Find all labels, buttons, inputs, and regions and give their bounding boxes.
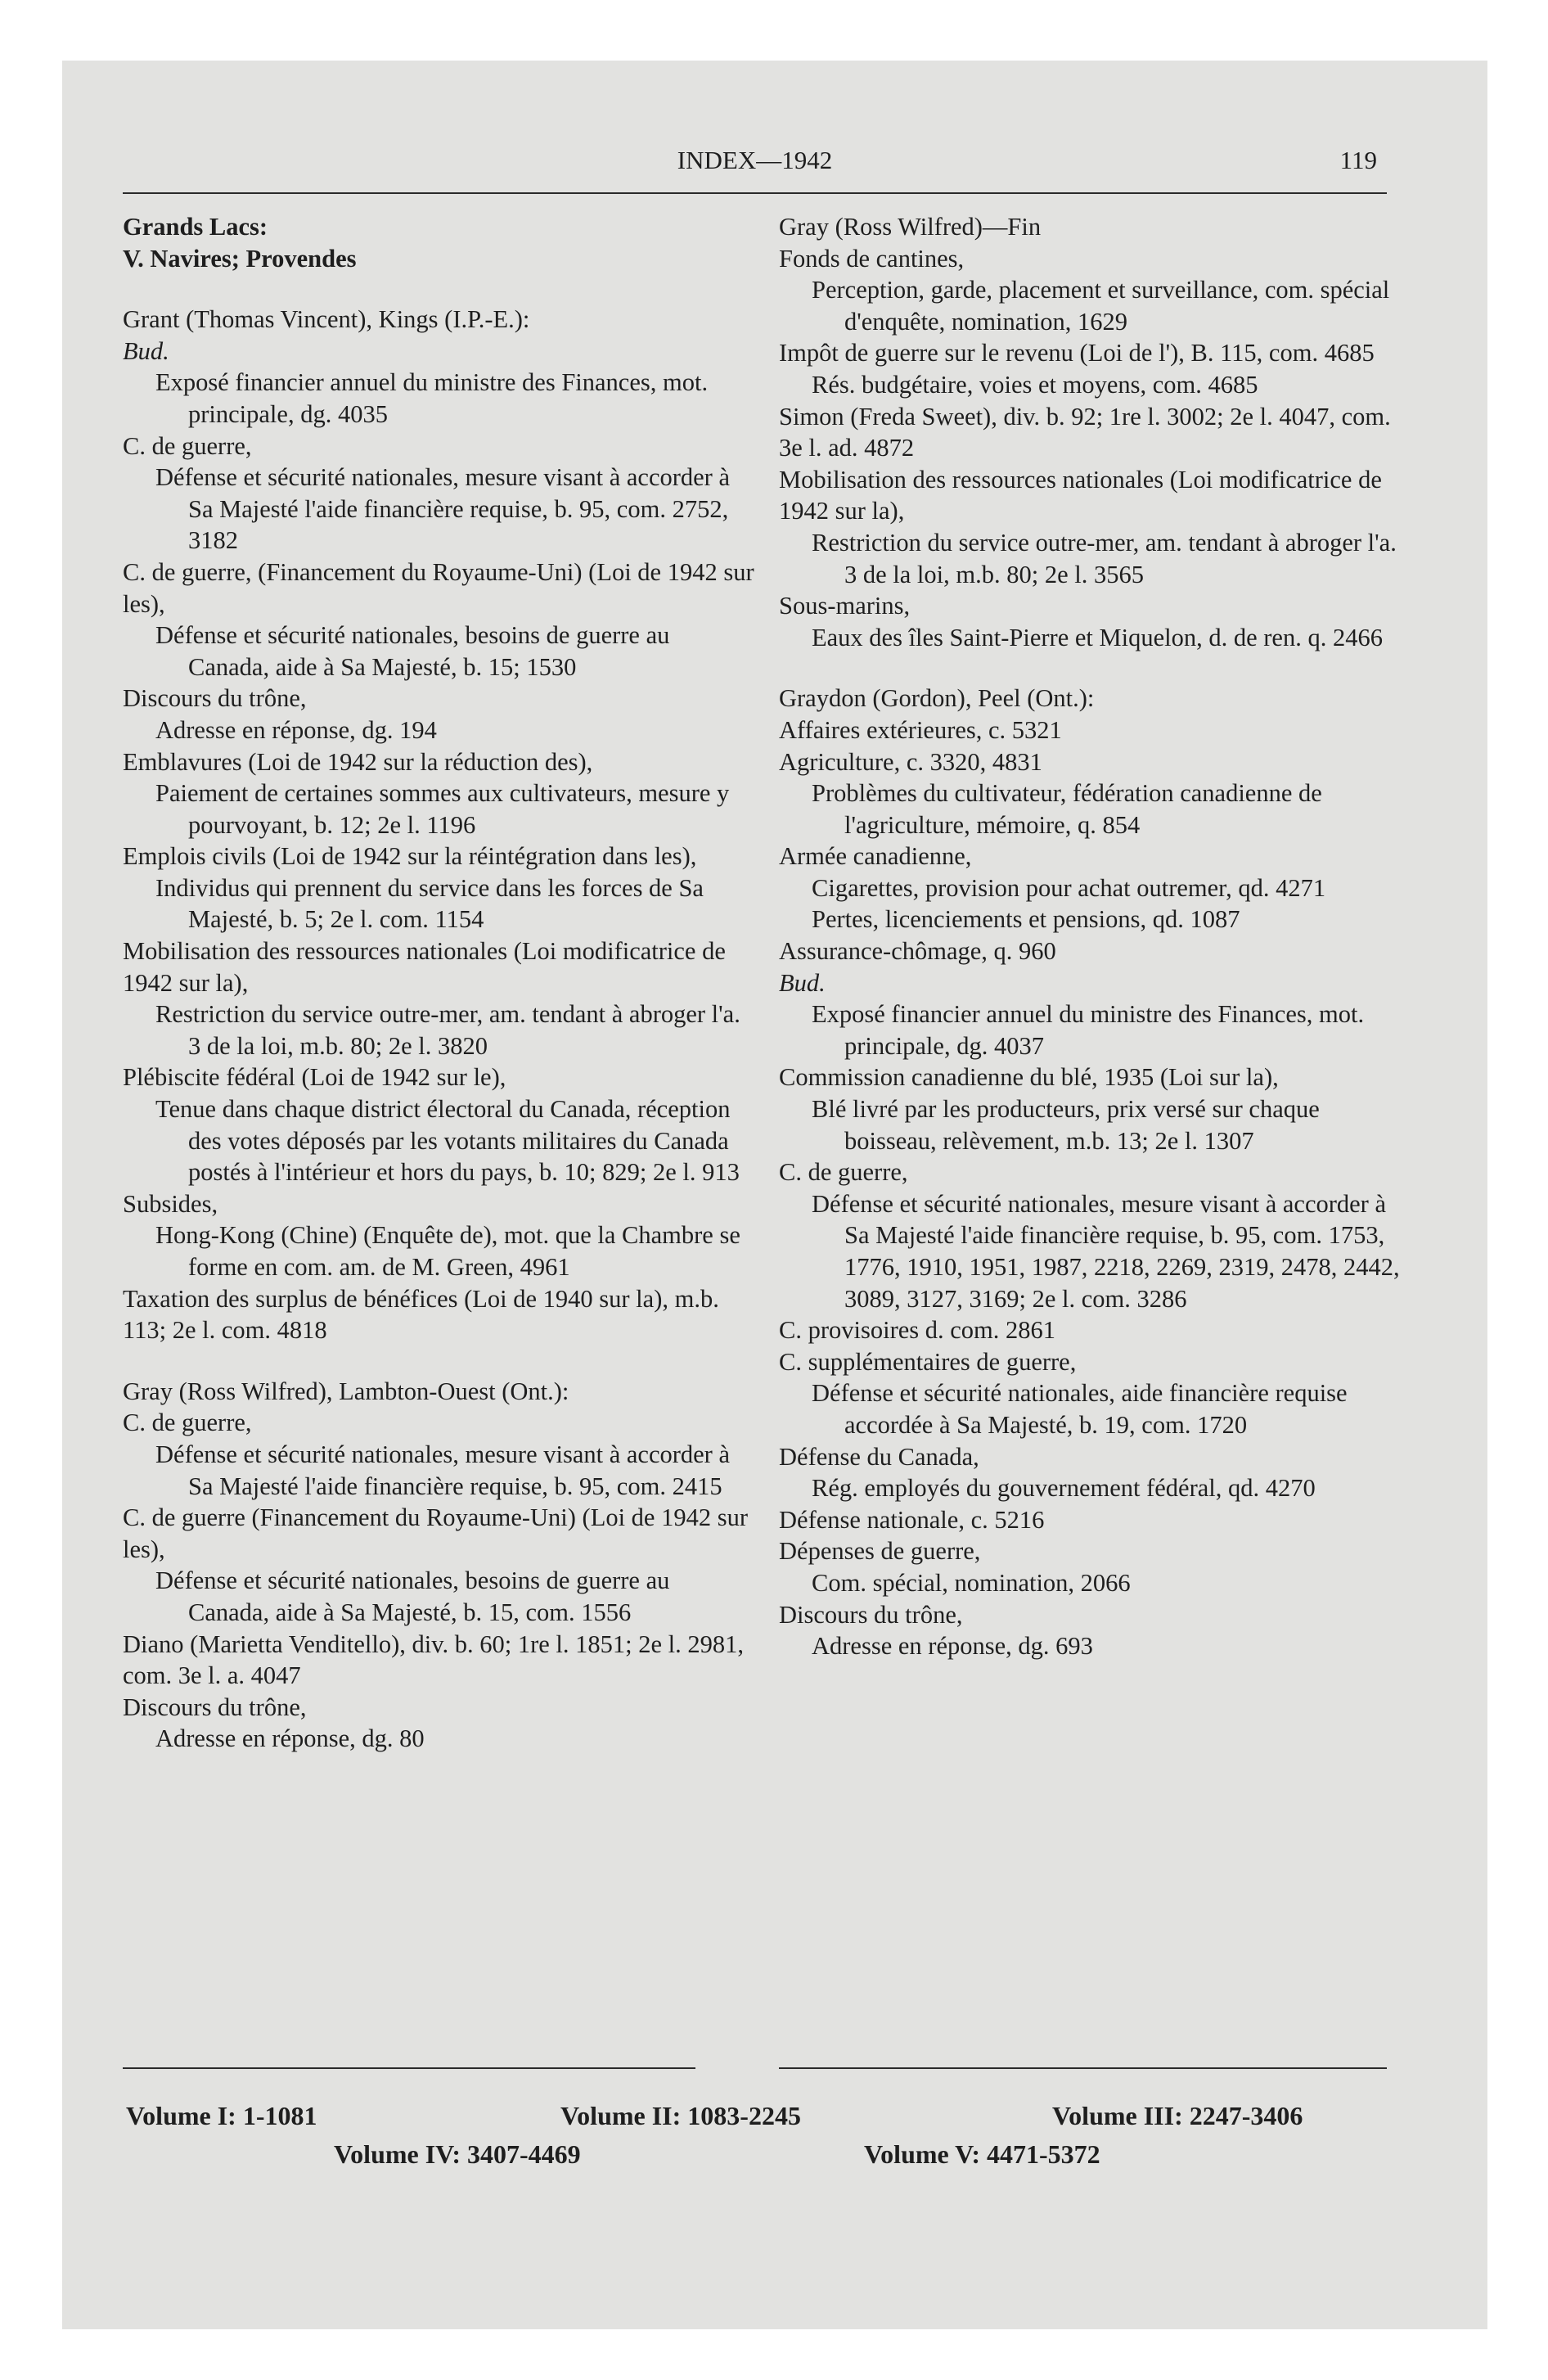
index-entry: C. supplémentaires de guerre,: [779, 1347, 1077, 1376]
index-entry: Rés. budgétaire, voies et moyens, com. 4685: [812, 370, 1258, 399]
index-entry: Subsides,: [123, 1189, 218, 1218]
index-entry: C. provisoires d. com. 2861: [779, 1316, 1056, 1345]
index-entry: Bud.: [779, 968, 826, 997]
index-entry: Rég. employés du gouvernement fédéral, qd. 4270: [812, 1474, 1316, 1503]
index-entry: Simon (Freda Sweet), div. b. 92; 1re l. 3002; 2e l. 4047, com. 3e l. ad. 4872: [779, 402, 1391, 462]
index-entry: Gray (Ross Wilfred), Lambton-Ouest (Ont.):: [123, 1377, 569, 1405]
index-entry: C. de guerre,: [779, 1158, 908, 1187]
index-entry: C. de guerre,: [123, 431, 252, 460]
index-entry: Graydon (Gordon), Peel (Ont.):: [779, 684, 1095, 713]
index-entry: Pertes, licenciements et pensions, qd. 1087: [812, 905, 1240, 934]
footer-rule-left: [123, 2067, 695, 2069]
index-entry: Défense et sécurité nationales, mesure visant à accorder à Sa Majesté l'aide financière requise, b. 95, com. 2752, 3182: [155, 463, 731, 555]
index-entry: V. Navires; Provendes: [123, 244, 357, 273]
index-entry: Restriction du service outre-mer, am. tendant à abroger l'a. 3 de la loi, m.b. 80; 2e l. 3820: [155, 1000, 740, 1060]
index-entry: Hong-Kong (Chine) (Enquête de), mot. que la Chambre se forme en com. am. de M. Green, 4961: [155, 1221, 740, 1281]
index-entry: Mobilisation des ressources nationales (Loi modificatrice de 1942 sur la),: [123, 937, 726, 997]
index-entry: C. de guerre,: [123, 1409, 252, 1437]
index-entry: C. de guerre, (Financement du Royaume-Uni) (Loi de 1942 sur les),: [123, 557, 754, 618]
index-entry: C. de guerre (Financement du Royaume-Uni) (Loi de 1942 sur les),: [123, 1503, 748, 1563]
page-header: [123, 146, 1387, 185]
footer-volume-1: Volume I: 1-1081: [126, 2101, 317, 2130]
right-index-column: [779, 211, 1413, 2061]
header-rule: [123, 192, 1387, 194]
index-entry: Dépenses de guerre,: [779, 1537, 981, 1566]
index-entry: Cigarettes, provision pour achat outremer, qd. 4271: [812, 873, 1326, 902]
index-entry: Défense nationale, c. 5216: [779, 1505, 1045, 1534]
index-entry: Grant (Thomas Vincent), Kings (I.P.-E.):: [123, 305, 530, 334]
left-index-column: [123, 211, 757, 2061]
index-entry: Bud.: [123, 336, 169, 365]
index-entry: Défense et sécurité nationales, aide financière requise accordée à Sa Majesté, b. 19, com. 1720: [812, 1379, 1348, 1439]
index-entry: Gray (Ross Wilfred)—Fin: [779, 213, 1042, 241]
index-entry: Adresse en réponse, dg. 80: [155, 1724, 425, 1753]
footer-volume-2: Volume II: 1083-2245: [560, 2101, 801, 2130]
index-entry: Perception, garde, placement et surveillance, com. spécial d'enquête, nomination, 1629: [812, 276, 1390, 336]
index-entry: Emblavures (Loi de 1942 sur la réduction des),: [123, 747, 593, 776]
index-entry: Défense du Canada,: [779, 1442, 979, 1471]
index-entry: Com. spécial, nomination, 2066: [812, 1568, 1131, 1597]
index-entry: Restriction du service outre-mer, am. tendant à abroger l'a. 3 de la loi, m.b. 80; 2e l. 3565: [812, 528, 1397, 588]
index-entry: Eaux des îles Saint-Pierre et Miquelon, d. de ren. q. 2466: [812, 623, 1383, 651]
index-entry: Sous-marins,: [779, 592, 911, 620]
index-entry: Fonds de cantines,: [779, 244, 965, 273]
index-entry: Commission canadienne du blé, 1935 (Loi sur la),: [779, 1063, 1279, 1092]
index-entry: Agriculture, c. 3320, 4831: [779, 747, 1042, 776]
index-entry: Adresse en réponse, dg. 693: [812, 1632, 1093, 1661]
index-entry: Défense et sécurité nationales, mesure visant à accorder à Sa Majesté l'aide financière requise, b. 95, com. 2415: [155, 1440, 731, 1500]
index-entry: Affaires extérieures, c. 5321: [779, 715, 1062, 744]
index-entry: Exposé financier annuel du ministre des Finances, mot. principale, dg. 4037: [812, 1000, 1365, 1060]
index-entry: Tenue dans chaque district électoral du Canada, réception des votes déposés par les votants militaires du Canada postés à l'intérieur et hors du pays, b. 10; 829; 2e l. 913: [155, 1095, 740, 1187]
page-number: 119: [1339, 146, 1377, 174]
index-entry: Défense et sécurité nationales, besoins de guerre au Canada, aide à Sa Majesté, b. 15; 1530: [155, 621, 670, 681]
index-entry: Discours du trône,: [779, 1600, 963, 1629]
index-entry: Défense et sécurité nationales, besoins de guerre au Canada, aide à Sa Majesté, b. 15, com. 1556: [155, 1566, 670, 1626]
footer-volume-3: Volume III: 2247-3406: [1052, 2101, 1303, 2130]
index-entry: Impôt de guerre sur le revenu (Loi de l'), B. 115, com. 4685: [779, 339, 1375, 367]
footer-volume-4: Volume IV: 3407-4469: [334, 2139, 581, 2169]
index-entry: Exposé financier annuel du ministre des Finances, mot. principale, dg. 4035: [155, 368, 709, 428]
page-title: INDEX—1942: [677, 146, 833, 174]
index-entry: Plébiscite fédéral (Loi de 1942 sur le),: [123, 1063, 506, 1092]
index-entry: Discours du trône,: [123, 684, 307, 713]
index-entry: Assurance-chômage, q. 960: [779, 937, 1056, 966]
index-entry: Paiement de certaines sommes aux cultivateurs, mesure y pourvoyant, b. 12; 2e l. 1196: [155, 779, 730, 839]
index-entry: Blé livré par les producteurs, prix versé sur chaque boisseau, relèvement, m.b. 13; 2e l. 1307: [812, 1095, 1320, 1155]
index-entry: Problèmes du cultivateur, fédération canadienne de l'agriculture, mémoire, q. 854: [812, 779, 1322, 839]
index-entry: Individus qui prennent du service dans les forces de Sa Majesté, b. 5; 2e l. com. 1154: [155, 873, 704, 934]
footer-volume-5: Volume V: 4471-5372: [864, 2139, 1100, 2169]
index-entry: Adresse en réponse, dg. 194: [155, 715, 437, 744]
index-entry: Diano (Marietta Venditello), div. b. 60; 1re l. 1851; 2e l. 2981, com. 3e l. a. 4047: [123, 1629, 744, 1690]
index-entry: Armée canadienne,: [779, 842, 972, 871]
index-entry: Emplois civils (Loi de 1942 sur la réintégration dans les),: [123, 842, 697, 871]
footer-rule-right: [779, 2067, 1387, 2069]
index-entry: Défense et sécurité nationales, mesure visant à accorder à Sa Majesté l'aide financière requise, b. 95, com. 1753, 1776, 1910, 1951, 1987, 2218, 2269, 2319, 2478, 2442, 3089, 3127, 3169; 2e l. com. 3286: [812, 1189, 1400, 1313]
index-entry: Discours du trône,: [123, 1693, 307, 1721]
index-entry: Taxation des surplus de bénéfices (Loi de 1940 sur la), m.b. 113; 2e l. com. 4818: [123, 1284, 719, 1345]
index-entry: Grands Lacs:: [123, 213, 268, 241]
index-entry: Mobilisation des ressources nationales (Loi modificatrice de 1942 sur la),: [779, 465, 1382, 525]
